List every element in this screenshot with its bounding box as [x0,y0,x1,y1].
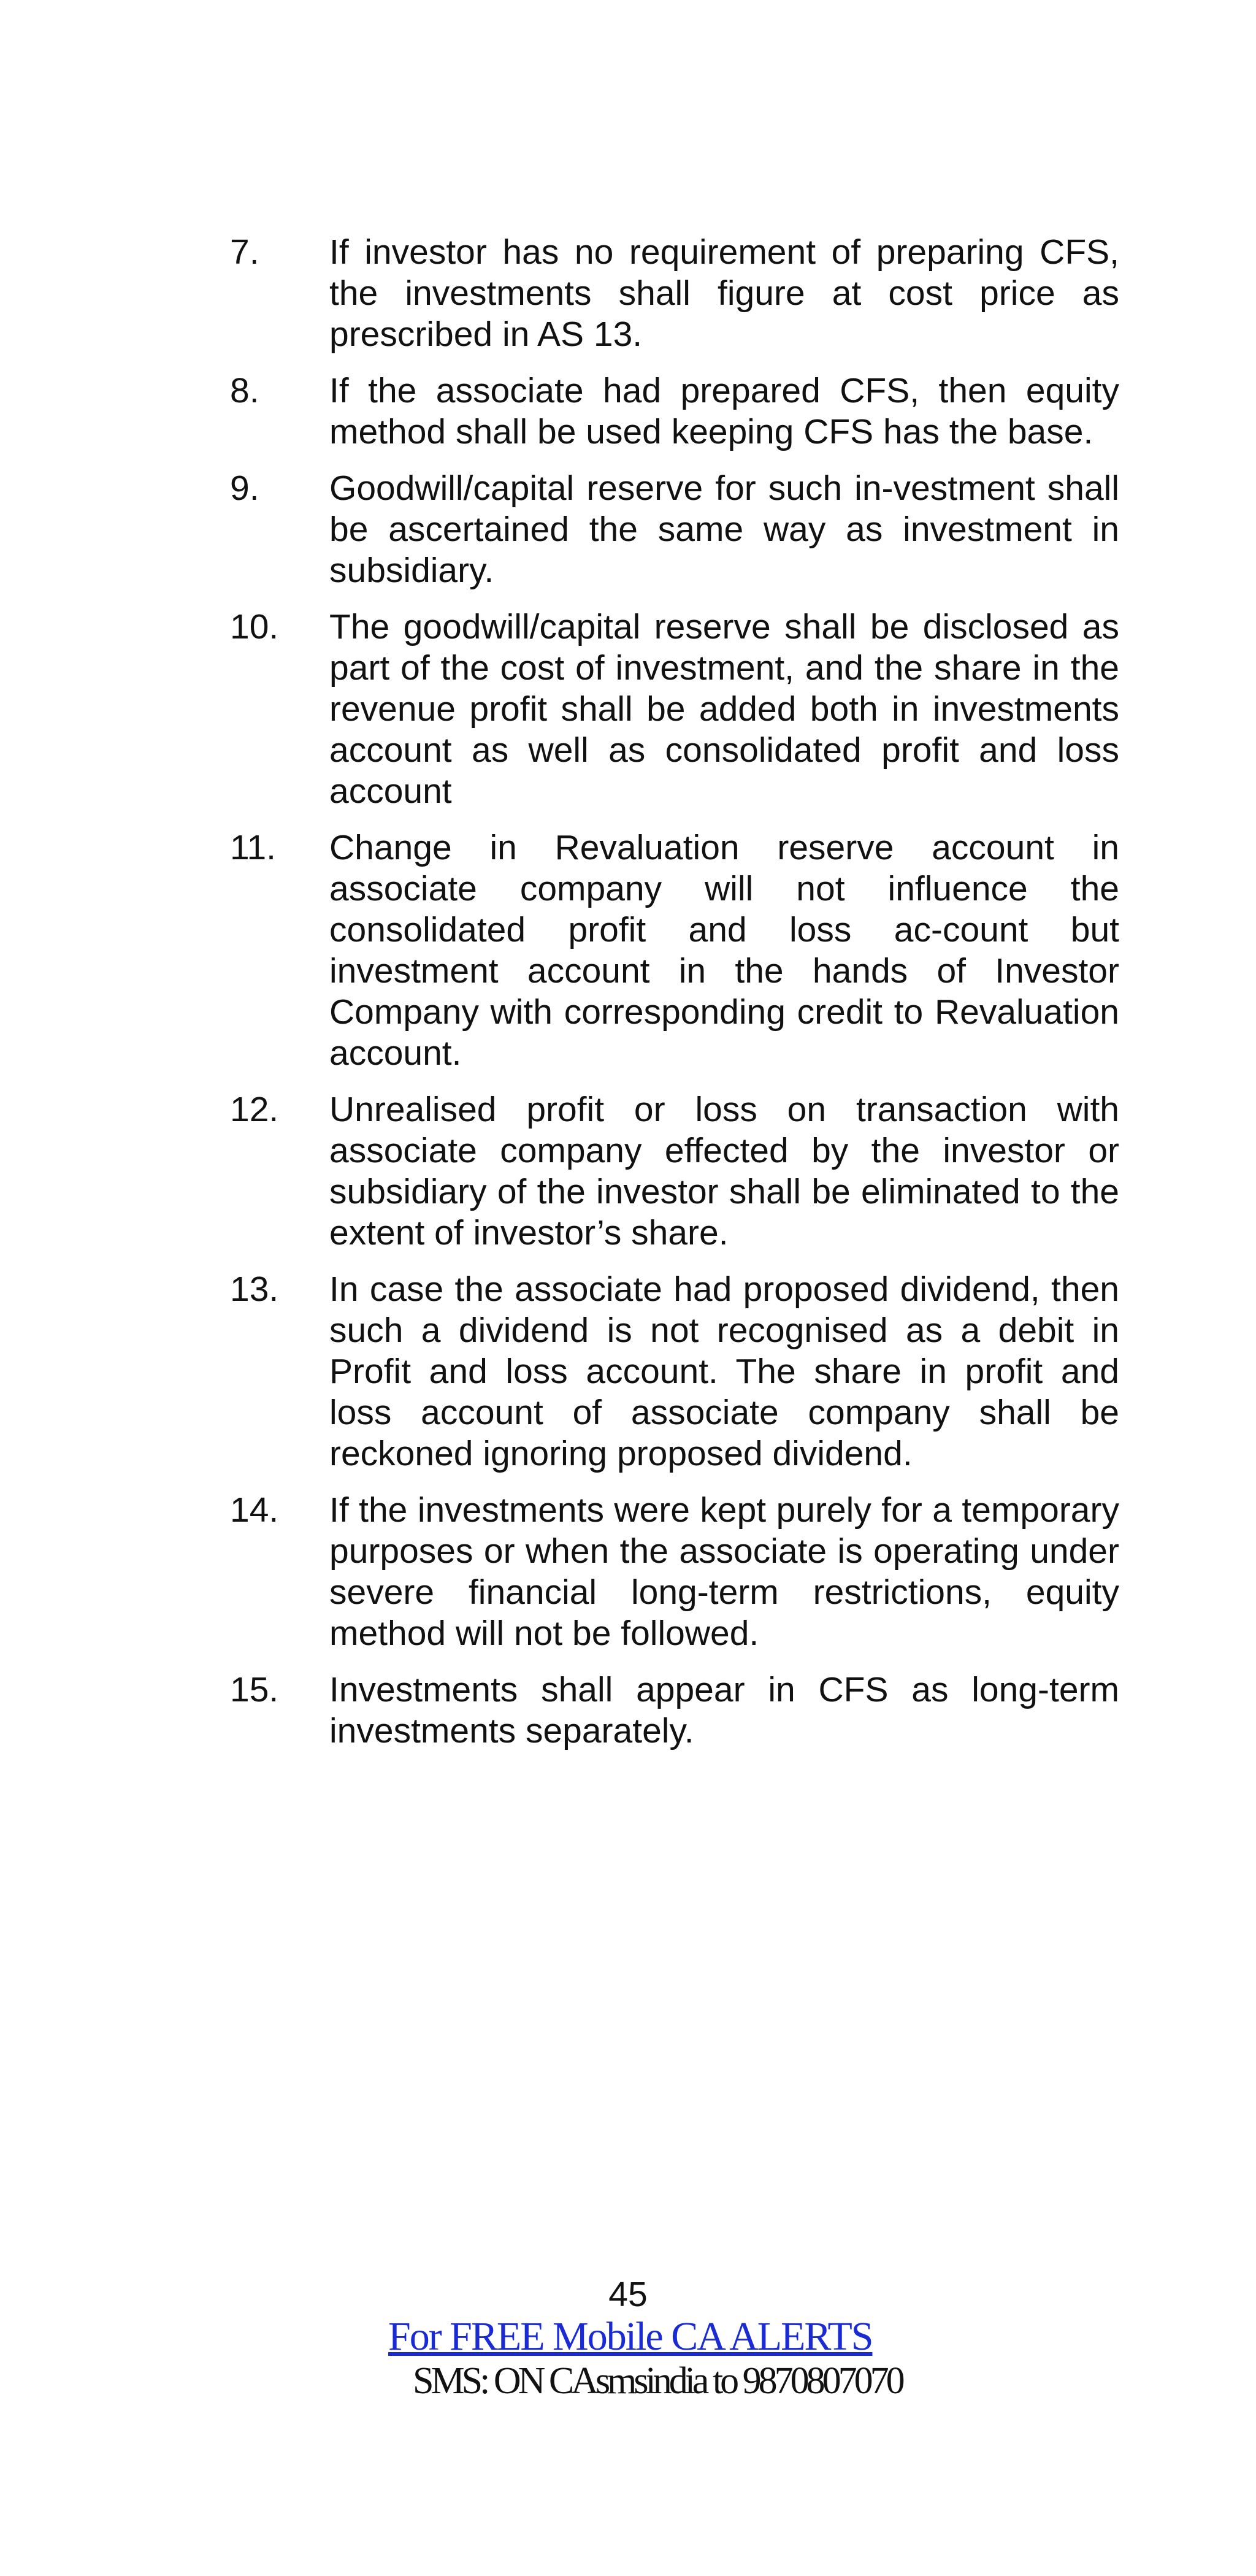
item-number: 10. [230,607,279,646]
item-text: Unrealised profit or loss on transaction with associate company effected by the investor or subsidiary of the investor shall be eliminated to the extent of investor’s share. [329,1090,1119,1252]
item-number: 9. [230,469,259,508]
list-item [230,370,1119,453]
numbered-list [230,232,1119,1767]
list-item [230,232,1119,355]
mobile-alerts-link[interactable]: For FREE Mobile CA ALERTS [388,2314,873,2359]
item-number: 8. [230,371,259,410]
sms-instruction: SMS: ON CAsmsindia to 9870807070 [413,2360,902,2402]
item-number: 13. [230,1270,279,1309]
item-number: 15. [230,1670,279,1709]
list-item [230,1089,1119,1254]
item-text: If the associate had prepared CFS, then equity method shall be used keeping CFS has the base. [329,371,1119,451]
item-text: In case the associate had proposed dividend, then such a dividend is not recognised as a debit in Profit and loss account. The share in profit and loss account of associate company shall be reckoned ignoring proposed dividend. [329,1270,1119,1473]
list-item [230,607,1119,812]
item-text: Goodwill/capital reserve for such in-vestment shall be ascertained the same way as investment in subsidiary. [329,469,1119,590]
list-item [230,827,1119,1074]
item-text: If the investments were kept purely for a temporary purposes or when the associate is operating under severe financial long-term restrictions, equity method will not be followed. [329,1490,1119,1653]
item-text: Change in Revaluation reserve account in associate company will not influence the consolidated profit and loss ac-count but investment account in the hands of Investor Company with corresponding credit to Revaluation account. [329,828,1119,1073]
item-number: 12. [230,1090,279,1129]
item-number: 14. [230,1490,279,1530]
item-text: If investor has no requirement of preparing CFS, the investments shall figure at cost price as prescribed in AS 13. [329,232,1119,354]
item-text: The goodwill/capital reserve shall be disclosed as part of the cost of investment, and the share in the revenue profit shall be added both in investments account as well as consolidated profit and loss account [329,607,1119,811]
item-number: 7. [230,232,259,272]
list-item [230,1669,1119,1752]
item-text: Investments shall appear in CFS as long-term investments separately. [329,1670,1119,1750]
item-number: 11. [230,828,277,867]
list-item [230,1269,1119,1474]
page-number: 45 [608,2275,648,2314]
list-item [230,1490,1119,1654]
list-item [230,468,1119,591]
